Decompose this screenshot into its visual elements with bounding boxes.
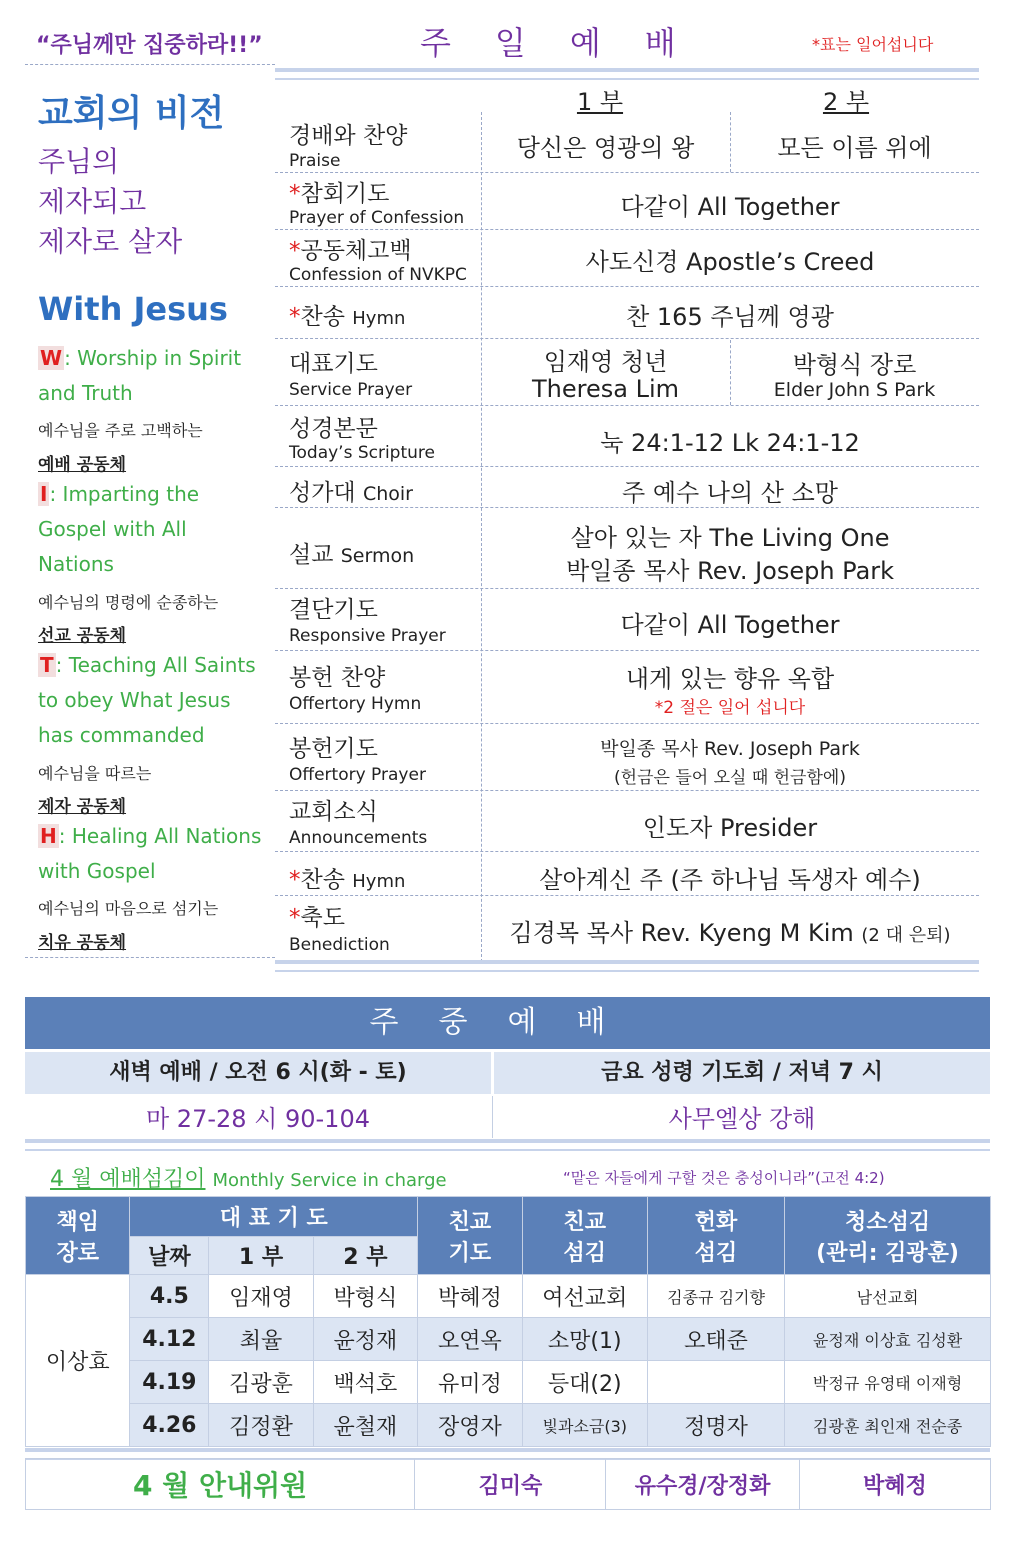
row-divider [275,588,979,589]
row-divider [275,286,979,287]
vision-line: 제자되고 [38,185,147,218]
weekday-bottom-divider [25,1139,990,1151]
vision-i-ko: 예수님의 명령에 순종하는 [38,593,219,612]
table-row-date: 4.5 [130,1275,209,1318]
sunday-worship-title: 주일예배 [420,24,720,62]
vision-i-text: I : Imparting the Gospel with All Nations [38,482,200,576]
offertory-prayer-note: (헌금은 들어 오실 때 헌금함에) [614,768,846,788]
vision-t-text: T : Teaching All Saints to obey What Jesus has commanded [38,653,256,747]
order-label-en: Confession of NVKPC [289,265,467,285]
table-cell: 유미정 [418,1361,522,1404]
col-fellow-serve: 친교 섬김 [522,1197,647,1275]
vision-i-community: 선교 공동체 [38,626,127,646]
order-label-ko: 교회소식 [289,799,378,825]
header-divider-right [275,68,979,80]
col-part2: 2 부 [313,1237,417,1275]
table-cell: 박정규 유영태 이재형 [785,1361,991,1404]
part1-header: 1 부 [576,88,624,116]
vision-h-text: H : Healing All Nations with Gospel [38,824,262,883]
order-label-ko: *참회기도 [289,181,390,207]
table-cell: 박혜정 [418,1275,522,1318]
prayer-part1-ko: 임재영 청년 [543,348,668,376]
col-date: 날짜 [130,1237,209,1275]
elder-name: 이상효 [26,1275,130,1447]
header-divider-left [25,64,275,65]
order-label-ko: 성경본문 [289,416,378,442]
praise-part1: 당신은 영광의 왕 [516,134,695,162]
weekday-separator [492,1096,493,1138]
table-cell: 여선교회 [522,1275,647,1318]
row-divider [275,466,979,467]
offertory-prayer-value: 박일종 목사 Rev. Joseph Park [600,738,860,760]
table-cell: 최율 [209,1318,313,1361]
vision-t-ko: 예수님을 따르는 [38,764,152,783]
left-bottom-divider [25,957,275,958]
table-row-date: 4.26 [130,1404,209,1447]
praise-part2: 모든 이름 위에 [777,134,932,162]
order-label-ko: 성가대 Choir [289,480,413,506]
table-cell: 윤정재 [313,1318,417,1361]
order-label-ko: 대표기도 [289,351,378,377]
order-label-ko: 봉헌기도 [289,736,378,762]
letter-i: I [40,482,48,506]
offertory-stand-note: *2 절은 일어 섭니다 [654,698,806,718]
vision-title: 교회의 비전 [38,93,225,134]
order-label-ko: *찬송 Hymn [289,867,406,893]
sermon-title: 살아 있는 자 The Living One [570,524,890,552]
hymn-value: 찬 165 주님께 영광 [626,303,834,331]
dawn-service-header: 새벽 예배 / 오전 6 시(화 - 토) [25,1052,491,1094]
table-cell: 임재영 [209,1275,313,1318]
choir-value: 주 예수 나의 산 소망 [622,479,838,507]
confession-value: 다같이 All Together [620,193,840,221]
row-divider [275,507,979,508]
sermon-preacher: 박일종 목사 Rev. Joseph Park [565,557,895,585]
col-part1: 1 부 [209,1237,313,1275]
vision-w-community: 예배 공동체 [38,455,127,475]
order-bottom-divider [275,960,979,972]
col-fellow-prayer: 친교 기도 [418,1197,522,1275]
letter-w: W [40,346,63,370]
order-label-en: Responsive Prayer [289,626,446,646]
table-cell: 오태준 [647,1318,784,1361]
col-prayer: 대 표 기 도 [130,1197,418,1237]
order-label-ko: 봉헌 찬양 [289,665,386,691]
order-label-en: Offertory Hymn [289,694,422,714]
table-cell: 남선교회 [785,1275,991,1318]
usher-name: 김미숙 [415,1459,606,1510]
dawn-service-scripture: 마 27-28 시 90-104 [145,1105,370,1133]
row-divider [275,172,979,173]
vision-line: 제자로 살자 [38,225,183,258]
table-cell: 오연옥 [418,1318,522,1361]
with-jesus-title: With Jesus [38,290,228,328]
table-cell: 소망(1) [522,1318,647,1361]
table-cell: 장영자 [418,1404,522,1447]
offertory-hymn-value: 내게 있는 향유 옥합 [625,665,835,693]
monthly-service-table [25,1196,991,1447]
order-label-en: Praise [289,151,341,171]
order-label-ko: *공동체고백 [289,238,412,264]
order-label-en: Today’s Scripture [289,443,435,463]
table-cell: 백석호 [313,1361,417,1404]
usher-name: 박혜정 [799,1459,990,1510]
letter-t: T [40,653,54,677]
table-row-date: 4.12 [130,1318,209,1361]
vision-w-text: W : Worship in Spirit and Truth [38,346,242,405]
row-divider [275,895,979,896]
table-cell: 등대(2) [522,1361,647,1404]
table-cell: 정명자 [647,1404,784,1447]
order-label-ko: 결단기도 [289,597,378,623]
creed-value: 사도신경 Apostle’s Creed [585,248,875,276]
announcements-value: 인도자 Presider [642,814,818,842]
usher-name: 유수경/장정화 [606,1459,799,1510]
table-cell: 김광훈 [209,1361,313,1404]
scripture-value: 눅 24:1-12 Lk 24:1-12 [600,429,860,457]
prayer-part2-ko: 박형식 장로 [792,351,917,379]
table-cell [647,1361,784,1404]
ushers-title: 4 월 안내위원 [26,1459,415,1510]
row-divider [275,405,979,406]
benediction-value: 김경목 목사 Rev. Kyeng M Kim (2 대 은퇴) [509,919,951,947]
table-cell: 김종규 김기향 [647,1275,784,1318]
friday-service-topic: 사무엘상 강해 [668,1105,816,1133]
row-divider [275,650,979,651]
order-label-ko: 경배와 찬양 [289,123,408,149]
ushers-table [25,1458,991,1510]
vision-h-ko: 예수님의 마음으로 섬기는 [38,899,219,918]
vision-t-community: 제자 공동체 [38,797,127,817]
col-clean: 청소섬김 (관리: 김광훈) [785,1197,991,1275]
col-flower: 헌화 섬김 [647,1197,784,1275]
table-cell: 빛과소금(3) [522,1404,647,1447]
vision-w-ko: 예수님을 주로 고백하는 [38,421,203,440]
order-label-en: Benediction [289,935,390,955]
order-label-en: Announcements [289,828,428,848]
col-elder: 책임 장로 [26,1197,130,1275]
vision-h-community: 치유 공동체 [38,933,127,953]
row-divider [275,851,979,852]
row-divider [275,338,979,339]
stand-note: *표는 일어섭니다 [812,35,934,54]
slogan: “주님께만 집중하라!!” [36,33,263,58]
table-cell: 박형식 [313,1275,417,1318]
part2-header: 2 부 [822,88,870,116]
closing-hymn-value: 살아계신 주 (주 하나님 독생자 예수) [539,866,921,894]
responsive-value: 다같이 All Together [620,611,840,639]
table-cell: 김광훈 최인재 전순종 [785,1404,991,1447]
order-label-en: Offertory Prayer [289,765,426,785]
vision-line: 주님의 [38,145,120,178]
table-cell: 윤정재 이상효 김성환 [785,1318,991,1361]
table-row-date: 4.19 [130,1361,209,1404]
monthly-verse: “맡은 자들에게 구할 것은 충성이니라”(고전 4:2) [563,1169,885,1187]
order-label-ko: *찬송 Hymn [289,304,406,330]
prayer-part1-en: Theresa Lim [532,375,679,403]
order-label-ko: 설교 Sermon [289,542,415,568]
row-divider [275,229,979,230]
letter-h: H [40,824,57,848]
order-label-en: Service Prayer [289,380,413,400]
weekday-title: 주중예배 [25,997,990,1049]
monthly-title: 4 월 예배섬김이 Monthly Service in charge [50,1167,447,1192]
order-label-ko: *축도 [289,905,345,931]
table-cell: 김정환 [209,1404,313,1447]
row-divider [275,723,979,724]
prayer-part2-en: Elder John S Park [773,379,936,401]
row-divider [275,790,979,791]
order-label-en: Prayer of Confession [289,208,465,228]
friday-service-header: 금요 성령 기도회 / 저녁 7 시 [494,1052,990,1094]
table-cell: 윤철재 [313,1404,417,1447]
